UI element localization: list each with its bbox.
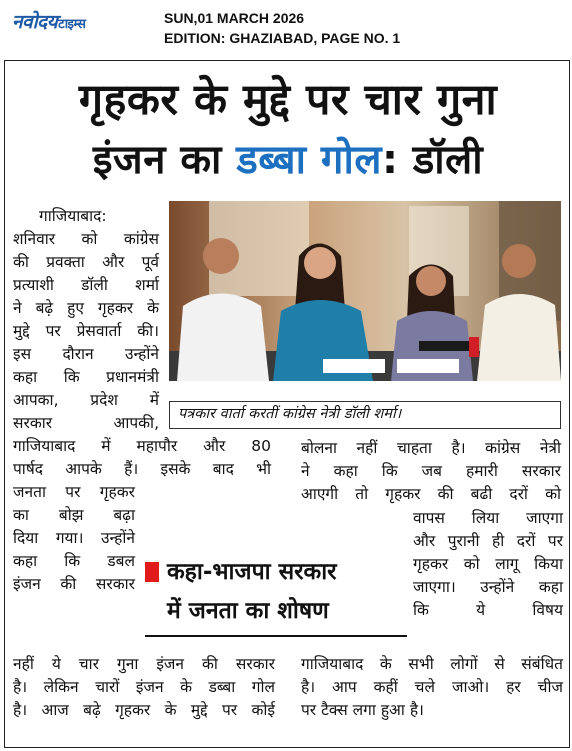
pull-quote-rule	[145, 635, 407, 637]
body-line: और पुरानी ही दरों पर	[413, 532, 563, 550]
body-line: कहा कि प्रधानमंत्री	[13, 368, 159, 386]
body-line: जाएगा। उन्होंने कहा	[413, 578, 563, 596]
publication-date: SUN,01 MARCH 2026	[164, 10, 305, 26]
press-conference-photo	[169, 201, 561, 381]
logo-sub-text: टाइम्स	[58, 17, 86, 32]
body-line: गृहकर को लागू किया	[413, 555, 563, 573]
body-line: ने बढ़े हुए गृहकर के	[13, 299, 159, 317]
article-bottom-left	[13, 653, 275, 722]
body-line: गाजियाबाद में महापौर और 80	[13, 437, 271, 455]
body-line: आपका, प्रदेश में	[13, 391, 159, 409]
body-line: है। लेकिन चारों इंजन के डब्बा गोल	[13, 678, 275, 696]
body-line: है। आज बढ़े गृहकर के मुद्दे पर कोई	[13, 701, 275, 719]
photo-caption: पत्रकार वार्ता करतीं कांग्रेस नेत्री डॉली शर्मा।	[169, 401, 561, 429]
body-line: शनिवार को कांग्रेस	[13, 230, 159, 248]
masthead	[0, 0, 572, 52]
body-line: की प्रवक्ता और पूर्व	[13, 253, 159, 271]
body-line: प्रत्याशी डॉली शर्मा	[13, 276, 159, 294]
edition-meta	[164, 8, 400, 48]
body-line: कहा कि डबल	[13, 552, 135, 570]
body-line: है। आप कहीं चले जाओ। हर चीज	[301, 678, 563, 696]
logo-main-text: नवोदय	[12, 11, 58, 33]
article-right-column-2	[413, 507, 563, 622]
article-left-wide-lines	[13, 435, 271, 481]
body-line: का बोझ बढ़ा	[13, 506, 135, 524]
article-left-column	[13, 205, 159, 435]
body-line: इस दौरान उन्होंने	[13, 345, 159, 363]
headline-highlight: डब्बा गोल	[236, 137, 382, 183]
photo-illustration	[169, 201, 561, 381]
body-line: गाजियाबाद के सभी लोगों से संबंधित	[301, 655, 563, 673]
body-line: सरकार आपकी,	[13, 414, 159, 432]
body-line: बोलना नहीं चाहता है। कांग्रेस नेत्री	[301, 439, 561, 457]
body-line: आएगी तो गृहकर की बढी दरों को	[301, 485, 561, 503]
body-line: जनता पर गृहकर	[13, 483, 135, 501]
body-line: पार्षद आपके हैं। इसके बाद भी	[13, 460, 271, 478]
pull-quote-text	[167, 553, 337, 631]
body-line: दिया गया। उन्होंने	[13, 529, 135, 547]
body-line: वापस लिया जाएगा	[413, 509, 563, 527]
body-line: गाजियाबाद:	[39, 207, 107, 225]
pull-quote	[141, 553, 411, 643]
article-left-column-2	[13, 481, 135, 596]
pull-quote-line-1: कहा-भाजपा सरकार	[167, 559, 337, 585]
headline-line-2	[5, 135, 570, 185]
headline-line-2-b: : डॉली	[381, 137, 484, 183]
headline-line-1: गृहकर के मुद्दे पर चार गुना	[78, 75, 498, 125]
edition-info: EDITION: GHAZIABAD, PAGE NO. 1	[164, 30, 401, 46]
article-right-column-1	[301, 437, 561, 506]
red-bullet-marker	[145, 562, 159, 582]
body-line: इंजन की सरकार	[13, 575, 135, 593]
pull-quote-line-2: में जनता का शोषण	[167, 598, 329, 624]
newspaper-logo	[12, 8, 85, 34]
body-line: कि ये विषय	[413, 601, 563, 619]
body-line: पर टैक्स लगा हुआ है।	[301, 701, 424, 719]
body-line: नहीं ये चार गुना इंजन की सरकार	[13, 655, 275, 673]
body-line: मुद्दे पर प्रेसवार्ता की।	[13, 322, 159, 340]
article-bottom-right	[301, 653, 563, 722]
headline-line-2-a: इंजन का	[92, 137, 237, 183]
body-line: ने कहा कि जब हमारी सरकार	[301, 462, 561, 480]
article-clipping	[4, 60, 570, 748]
